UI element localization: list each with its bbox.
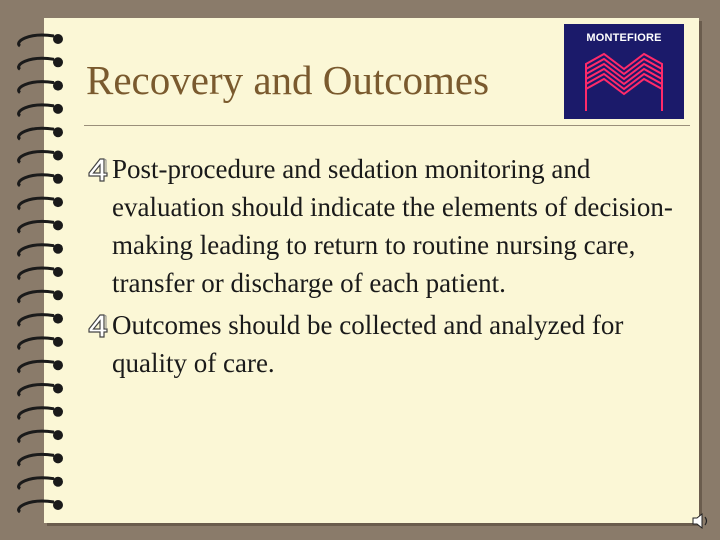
binding-ring xyxy=(19,315,54,326)
binding-ring xyxy=(19,245,54,256)
binding-ring xyxy=(19,408,54,419)
binding-ring xyxy=(19,291,54,302)
binding-ring xyxy=(19,385,54,396)
binding-hole xyxy=(53,337,63,347)
speaker-icon[interactable] xyxy=(690,510,712,532)
binding-hole xyxy=(53,81,63,91)
bullet-item xyxy=(86,306,686,382)
montefiore-logo xyxy=(564,24,684,119)
binding-ring xyxy=(19,454,54,465)
binding-hole xyxy=(53,174,63,184)
binding-ring xyxy=(19,431,54,442)
binding-hole xyxy=(53,384,63,394)
binding-hole xyxy=(53,407,63,417)
binding-hole xyxy=(53,453,63,463)
bullet-text: Post-procedure and sedation monitoring and evaluation should indicate the elements of decision-making leading to return to routine nursing care, transfer or discharge of each patient. xyxy=(112,154,673,298)
title-divider xyxy=(84,125,690,126)
binding-hole xyxy=(53,290,63,300)
slide-title: Recovery and Outcomes xyxy=(86,57,490,103)
binding-ring xyxy=(19,338,54,349)
numeral-4-outline-icon xyxy=(86,313,110,339)
binding-ring xyxy=(19,268,54,279)
logo-mark-icon xyxy=(564,24,684,119)
binding-hole xyxy=(53,197,63,207)
binding-ring xyxy=(19,58,54,69)
bullet-list xyxy=(86,150,686,386)
binding-ring xyxy=(19,478,54,489)
binding-hole xyxy=(53,127,63,137)
binding-hole xyxy=(53,104,63,114)
binding-ring xyxy=(19,221,54,232)
binding-ring xyxy=(19,105,54,116)
binding-hole xyxy=(53,500,63,510)
binding-hole xyxy=(53,57,63,67)
binding-hole xyxy=(53,314,63,324)
binding-ring xyxy=(19,82,54,93)
binding-hole xyxy=(53,477,63,487)
binding-ring xyxy=(19,198,54,209)
logo-text: MONTEFIORE xyxy=(586,32,662,44)
numeral-4-outline-icon xyxy=(86,157,110,183)
binding-hole xyxy=(53,34,63,44)
binding-ring xyxy=(19,35,54,46)
binding-ring xyxy=(19,361,54,372)
binding-hole xyxy=(53,267,63,277)
binding-hole xyxy=(53,360,63,370)
binding-hole xyxy=(53,151,63,161)
binding-ring xyxy=(19,501,54,512)
bullet-text: Outcomes should be collected and analyzed for quality of care. xyxy=(112,310,624,378)
bullet-item xyxy=(86,150,686,302)
binding-ring xyxy=(19,152,54,163)
binding-hole xyxy=(53,430,63,440)
binding-hole xyxy=(53,220,63,230)
binding-ring xyxy=(19,175,54,186)
binding-ring xyxy=(19,128,54,139)
spiral-binding xyxy=(0,0,80,540)
binding-hole xyxy=(53,244,63,254)
